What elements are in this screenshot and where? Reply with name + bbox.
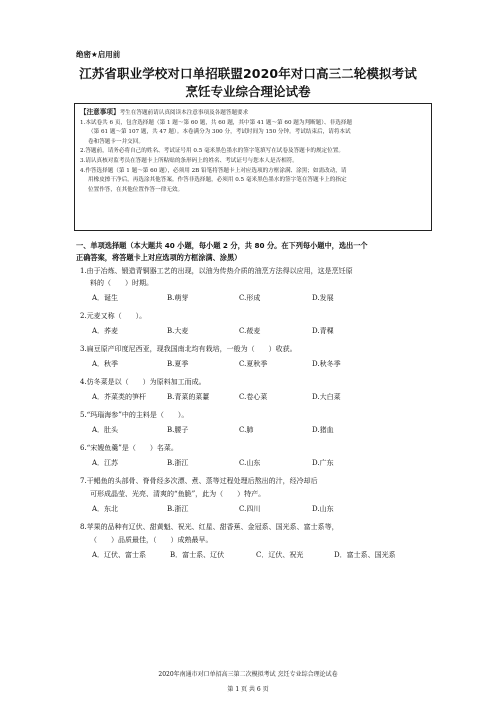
option-d[interactable]: D.青稞 [312,327,334,335]
option-a[interactable]: A．秋季 [92,360,119,368]
notice-line: 4.作答选择题（第 1 题～第 60 题），必须用 2B 铅笔将答题卡上对应选项的方框涂满、涂黑；如需改动，请 [80,167,347,174]
option-d[interactable]: D．富士系、国光系 [334,551,396,559]
question-options [92,425,432,437]
option-a[interactable]: A．芥菜类的笋杆 [92,393,147,401]
notice-heading: 【注意事项】 [80,108,120,116]
option-d[interactable]: D.大白菜 [312,393,341,401]
question-text: 3.扁豆原产印度尼西亚，现我国南北均有栽培，一般为（ ）收获。 [80,345,297,353]
question-text: 7.干鲳鱼的头部骨、脊骨经多次漂、煮、蒸等过程处理后熬出的汁，经冷却后 [80,477,318,485]
page-number: 第 1 页 共 6 页 [227,686,269,693]
option-d[interactable]: D.山东 [312,505,334,513]
question-options [92,504,432,516]
option-d[interactable]: D.秋冬季 [312,360,341,368]
question-options [92,458,432,470]
option-a[interactable]: A．辽伏、富士系 [92,551,147,559]
option-b[interactable]: B.腰子 [167,426,189,434]
secret-mark: 绝密★启用前 [76,50,121,59]
option-a[interactable]: A．荞麦 [92,327,119,335]
option-c[interactable]: C.四川 [239,505,261,513]
option-c[interactable]: C.山东 [239,459,261,467]
notice-line: 位置作答，在其他位置作答一律无效。 [88,186,184,193]
option-d[interactable]: D.广东 [312,459,334,467]
option-d[interactable]: D.猪血 [312,426,334,434]
notice-line: 1.本试卷共 6 页，包含选择题（第 1 题～第 60 题，共 60 题，其中第 41 题～第 60 题为判断题）、非选择题 [80,119,353,126]
option-c[interactable]: C.夏秋季 [239,360,268,368]
notice-line: 用橡皮擦干净后，再选涂其他答案。作答非选择题，必须用 0.5 毫米黑色墨水的签字笔在答题卡上的指定 [88,177,347,184]
option-c[interactable]: C.肺 [239,426,254,434]
question-text: 4.仿冬菜是以（ ）为原料加工而成。 [80,378,206,386]
option-b[interactable]: B.夏季 [167,360,189,368]
option-d[interactable]: D.发展 [312,294,334,302]
option-c[interactable]: C.莜麦 [239,327,261,335]
option-b[interactable]: B．富士系、辽伏 [170,551,225,559]
option-a[interactable]: A．诞生 [92,294,119,302]
question-options [92,293,432,305]
notice-line: 2.答题前，请务必将自己的姓名、考试证号用 0.5 毫米黑色墨水的签字笔填写在试卷及答题卡的规定位置。 [80,148,344,155]
option-b[interactable]: B.大麦 [167,327,189,335]
notice-line: 卷和答题卡一并交回。 [88,138,144,145]
question-options [92,359,432,371]
footer-caption: 2020年南通市对口单招高三第二次模拟考试 烹饪专业综合理论试卷 [158,671,338,678]
section-heading-line: 一、单项选择题（本大题共 40 小题，每小题 2 分，共 80 分。在下列每小题中，选出一个 [76,241,368,250]
notice-heading-text: 考生在答题前请认真阅读本注意事项及各题答题要求 [119,110,249,116]
option-c[interactable]: C.卷心菜 [239,393,268,401]
option-a[interactable]: A．江苏 [92,459,119,467]
option-c[interactable]: C．辽伏、祝光 [256,551,304,559]
option-b[interactable]: B.青菜的菜薹 [167,393,210,401]
question-options [92,326,432,338]
option-a[interactable]: A．肚头 [92,426,119,434]
question-text: 8.苹果的品种有辽伏、甜黄魁、祝光、红星、甜香蕉、金冠系、国光系、富士系等， [80,523,339,531]
question-options [92,392,432,404]
question-text: （ ）品质最佳，（ ）成熟最早。 [90,536,213,544]
notice-line: 3.请认真核对监考员在答题卡上所粘贴的条形码上的姓名、考试证号与您本人是否相符。 [80,157,298,164]
option-b[interactable]: B.萌芽 [167,294,189,302]
option-b[interactable]: B.浙江 [167,505,189,513]
section-heading-line: 正确答案，将答题卡上对应选项的方框涂满、涂黑） [76,253,242,262]
notice-box [74,103,432,231]
question-text: 5.“玛瑙海参”中的主料是（ ）。 [80,411,189,419]
question-text: 可形成晶莹、光亮、清爽的“鱼脆”，此为（ ）特产。 [90,490,266,498]
notice-line: （第 61 题～第 107 题，共 47 题）。本卷满分为 300 分，考试时间为 150 分钟。考试结束后，请将本试 [88,129,351,136]
exam-title: 江苏省职业学校对口单招联盟2020年对口高三二轮模拟考试 [79,66,417,81]
question-options [92,550,432,562]
option-a[interactable]: A．东北 [92,505,119,513]
question-text: 6.“宋嫂鱼羹”是（ ）名菜。 [80,444,178,452]
question-text: 2.元麦又称（ ）。 [80,312,147,320]
option-c[interactable]: C.形成 [239,294,261,302]
notice-heading-line [80,108,426,119]
option-b[interactable]: B.浙江 [167,459,189,467]
exam-subtitle: 烹饪专业综合理论试卷 [185,84,311,99]
section-heading [76,240,436,264]
question-text: 料的（ ）时期。 [90,279,153,287]
question-text: 1.由于冶炼、锻造青铜器工艺的出现，以油为传热介质的油烹方法得以应用，这是烹饪原 [80,267,353,275]
